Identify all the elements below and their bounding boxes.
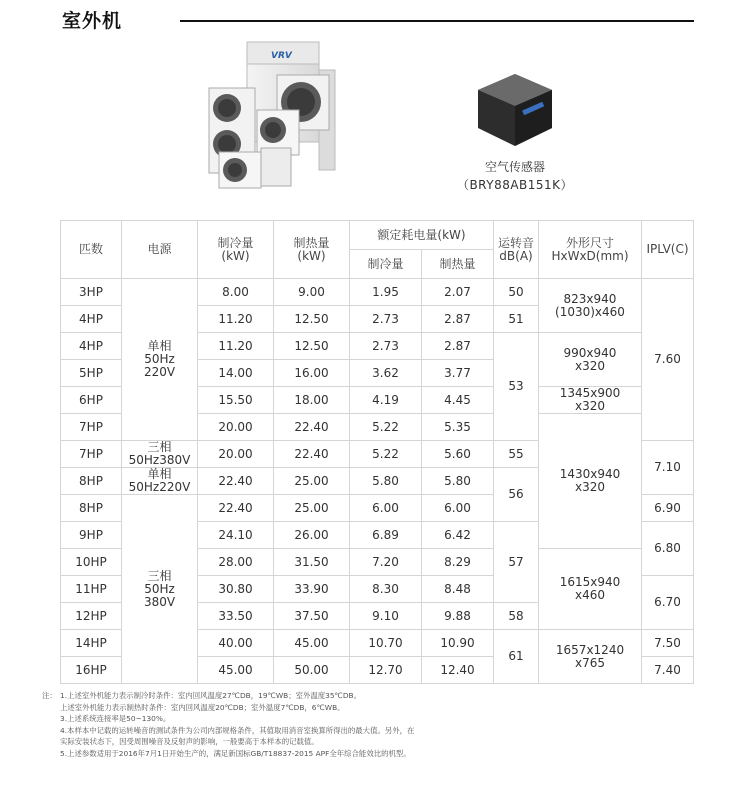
header-model: 匹数 xyxy=(61,221,122,279)
cell-rated-cooling: 5.22 xyxy=(350,414,422,441)
header-rated-power: 额定耗电量(kW) xyxy=(350,221,494,250)
cell-rated-heating: 8.48 xyxy=(422,576,494,603)
cell-rated-cooling: 6.00 xyxy=(350,495,422,522)
cell-rated-heating: 6.42 xyxy=(422,522,494,549)
cell-hp: 8HP xyxy=(61,468,122,495)
cell-rated-heating: 3.77 xyxy=(422,360,494,387)
cell-noise: 56 xyxy=(494,468,539,522)
cell-power: 三相 50Hz 380V xyxy=(122,495,198,684)
cell-hp: 4HP xyxy=(61,333,122,360)
title-divider xyxy=(180,20,694,22)
cell-dims: 1430x940 x320 xyxy=(539,414,642,549)
footnote-item: 实际安装状态下，因受周围噪音及反射声的影响，一般要高于本样本的记载值。 xyxy=(60,737,319,747)
header-noise: 运转音 dB(A) xyxy=(494,221,539,279)
cell-heating: 33.90 xyxy=(274,576,350,603)
cell-rated-heating: 4.45 xyxy=(422,387,494,414)
cell-rated-heating: 10.90 xyxy=(422,630,494,657)
cell-rated-cooling: 4.19 xyxy=(350,387,422,414)
header-heating: 制热量 (kW) xyxy=(274,221,350,279)
footnote-item: 上述室外机能力表示制热时条件：室内回风温度20℃DB；室外温度7℃DB，6℃WB。 xyxy=(60,702,345,712)
cell-rated-heating: 5.80 xyxy=(422,468,494,495)
cell-cooling: 14.00 xyxy=(198,360,274,387)
cell-noise: 51 xyxy=(494,306,539,333)
cell-rated-cooling: 7.20 xyxy=(350,549,422,576)
cell-hp: 14HP xyxy=(61,630,122,657)
cell-rated-heating: 6.00 xyxy=(422,495,494,522)
cell-rated-cooling: 10.70 xyxy=(350,630,422,657)
cell-heating: 26.00 xyxy=(274,522,350,549)
footnote-label: 注： xyxy=(42,691,57,700)
cell-dims: 1657x1240 x765 xyxy=(539,630,642,684)
footnotes xyxy=(42,690,700,760)
cell-rated-cooling: 3.62 xyxy=(350,360,422,387)
header-rated-heating: 制热量 xyxy=(422,250,494,279)
header-rated-cooling: 制冷量 xyxy=(350,250,422,279)
cell-hp: 4HP xyxy=(61,306,122,333)
footnote-item: 1.上述室外机能力表示制冷时条件：室内回风温度27℃DB，19℃WB；室外温度35℃DB。 xyxy=(60,691,362,700)
cell-heating: 31.50 xyxy=(274,549,350,576)
cell-cooling: 8.00 xyxy=(198,279,274,306)
sensor-name: 空气传感器 xyxy=(484,160,545,174)
cell-cooling: 15.50 xyxy=(198,387,274,414)
cell-cooling: 24.10 xyxy=(198,522,274,549)
cell-rated-cooling: 5.80 xyxy=(350,468,422,495)
cell-hp: 5HP xyxy=(61,360,122,387)
cell-hp: 9HP xyxy=(61,522,122,549)
cell-rated-cooling: 9.10 xyxy=(350,603,422,630)
cell-rated-heating: 2.87 xyxy=(422,306,494,333)
cell-noise: 58 xyxy=(494,603,539,630)
cell-noise: 53 xyxy=(494,333,539,441)
cell-cooling: 20.00 xyxy=(198,441,274,468)
cell-cooling: 22.40 xyxy=(198,468,274,495)
cell-rated-cooling: 5.22 xyxy=(350,441,422,468)
cell-rated-heating: 5.35 xyxy=(422,414,494,441)
header-iplv: IPLV(C) xyxy=(642,221,694,279)
cell-rated-cooling: 8.30 xyxy=(350,576,422,603)
cell-hp: 8HP xyxy=(61,495,122,522)
cell-rated-heating: 2.07 xyxy=(422,279,494,306)
cell-noise: 55 xyxy=(494,441,539,468)
cell-hp: 11HP xyxy=(61,576,122,603)
cell-power: 三相 50Hz380V xyxy=(122,441,198,468)
cell-cooling: 20.00 xyxy=(198,414,274,441)
sensor-model: （BRY88AB151K） xyxy=(456,178,574,192)
cell-cooling: 11.20 xyxy=(198,306,274,333)
table-header-row xyxy=(61,221,694,250)
cell-iplv: 6.80 xyxy=(642,522,694,576)
cell-iplv: 7.50 xyxy=(642,630,694,657)
cell-cooling: 45.00 xyxy=(198,657,274,684)
cell-rated-cooling: 1.95 xyxy=(350,279,422,306)
cell-hp: 7HP xyxy=(61,441,122,468)
cell-heating: 50.00 xyxy=(274,657,350,684)
cell-cooling: 11.20 xyxy=(198,333,274,360)
cell-cooling: 40.00 xyxy=(198,630,274,657)
cell-hp: 16HP xyxy=(61,657,122,684)
cell-hp: 3HP xyxy=(61,279,122,306)
cell-heating: 12.50 xyxy=(274,333,350,360)
cell-heating: 37.50 xyxy=(274,603,350,630)
cell-heating: 25.00 xyxy=(274,468,350,495)
cell-hp: 6HP xyxy=(61,387,122,414)
cell-cooling: 30.80 xyxy=(198,576,274,603)
cell-noise: 61 xyxy=(494,630,539,684)
cell-iplv: 7.10 xyxy=(642,441,694,495)
header-cooling: 制冷量 (kW) xyxy=(198,221,274,279)
cell-heating: 22.40 xyxy=(274,414,350,441)
footnote-item: 5.上述参数适用于2016年7月1日开始生产的，满足新国标GB/T18837-2015 APF全年综合能效比的机型。 xyxy=(60,748,411,758)
cell-cooling: 22.40 xyxy=(198,495,274,522)
cell-cooling: 33.50 xyxy=(198,603,274,630)
cell-heating: 12.50 xyxy=(274,306,350,333)
cell-dims: 990x940 x320 xyxy=(539,333,642,387)
cell-dims: 1345x900 x320 xyxy=(539,387,642,414)
cell-iplv: 7.40 xyxy=(642,657,694,684)
header-dims: 外形尺寸 HxWxD(mm) xyxy=(539,221,642,279)
cell-rated-cooling: 6.89 xyxy=(350,522,422,549)
cell-rated-heating: 5.60 xyxy=(422,441,494,468)
cell-iplv: 6.70 xyxy=(642,576,694,630)
cell-iplv: 7.60 xyxy=(642,279,694,441)
table-row xyxy=(61,279,694,306)
cell-rated-heating: 8.29 xyxy=(422,549,494,576)
cell-cooling: 28.00 xyxy=(198,549,274,576)
footnote-item: 3.上述系统连接率是50~130%。 xyxy=(60,714,171,724)
cell-rated-heating: 2.87 xyxy=(422,333,494,360)
cell-heating: 9.00 xyxy=(274,279,350,306)
cell-rated-cooling: 2.73 xyxy=(350,333,422,360)
section-title: 室外机 xyxy=(62,10,123,32)
outdoor-units-image xyxy=(205,40,365,190)
cell-dims: 823x940 (1030)x460 xyxy=(539,279,642,333)
cell-power: 单相 50Hz 220V xyxy=(122,279,198,441)
cell-heating: 45.00 xyxy=(274,630,350,657)
cell-noise: 50 xyxy=(494,279,539,306)
cell-rated-heating: 12.40 xyxy=(422,657,494,684)
cell-power: 单相 50Hz220V xyxy=(122,468,198,495)
air-sensor-image xyxy=(472,70,558,150)
cell-heating: 25.00 xyxy=(274,495,350,522)
cell-heating: 18.00 xyxy=(274,387,350,414)
cell-rated-cooling: 2.73 xyxy=(350,306,422,333)
cell-rated-heating: 9.88 xyxy=(422,603,494,630)
footnote-item: 4.本样本中记载的运转噪音的测试条件为公司内部规格条件，其值取用消音室换算所得出的最大值。另外，在 xyxy=(60,725,415,735)
cell-hp: 7HP xyxy=(61,414,122,441)
cell-heating: 22.40 xyxy=(274,441,350,468)
cell-hp: 10HP xyxy=(61,549,122,576)
cell-dims: 1615x940 x460 xyxy=(539,549,642,630)
header-power: 电源 xyxy=(122,221,198,279)
cell-heating: 16.00 xyxy=(274,360,350,387)
cell-hp: 12HP xyxy=(61,603,122,630)
cell-iplv: 6.90 xyxy=(642,495,694,522)
cell-rated-cooling: 12.70 xyxy=(350,657,422,684)
vrv-logo-text: VRV xyxy=(271,51,292,61)
spec-table xyxy=(60,220,694,684)
cell-noise: 57 xyxy=(494,522,539,603)
